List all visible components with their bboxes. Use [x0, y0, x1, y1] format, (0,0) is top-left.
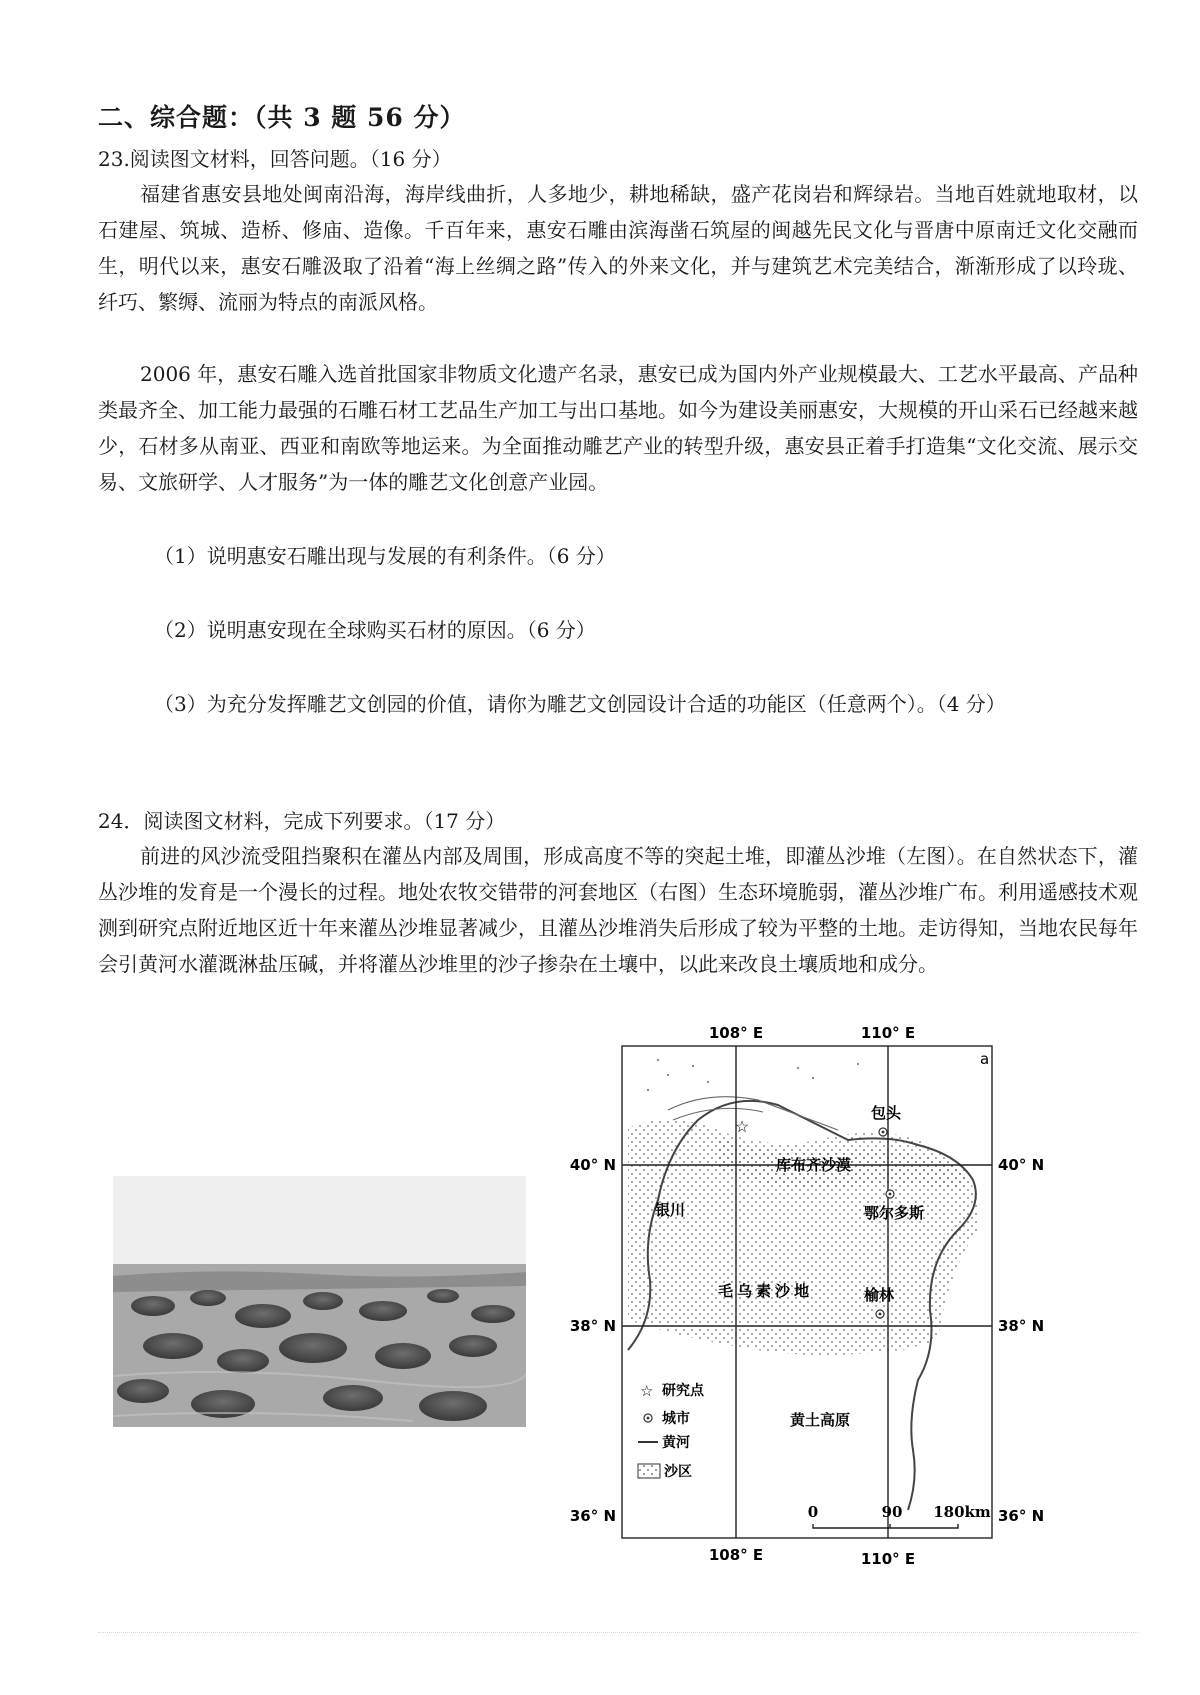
map-corner-label: a: [980, 1050, 990, 1068]
legend-sand-icon: [638, 1464, 660, 1478]
lat-label-36-right: 36° N: [998, 1507, 1045, 1525]
lat-label-38-right: 38° N: [998, 1317, 1045, 1335]
legend-sand: 沙区: [664, 1464, 692, 1480]
label-yinchuan: 银川: [655, 1201, 686, 1219]
q23-title: 23.阅读图文材料，回答问题。（16 分）: [98, 147, 452, 171]
q23-paragraph-2: 2006 年，惠安石雕入选首批国家非物质文化遗产名录，惠安已成为国内外产业规模最大、工艺水平最高、产品种类最齐全、加工能力最强的石雕石材工艺品生产加工与出口基地。如今为建设美丽惠安，大规模的开山采石已经越来越少，石材多从南亚、西亚和南欧等地运来。为全面推动雕艺产业的转型升级，惠安县正着手打造集“文化交流、展示交易、文旅研学、人才服务”为一体的雕艺文化创意产业园。: [98, 362, 1138, 494]
lon-label-110-top: 110° E: [860, 1024, 916, 1042]
scale-end: 180km: [933, 1503, 991, 1521]
q23-subquestion-3: （3）为充分发挥雕艺文创园的价值，请你为雕艺文创园设计合适的功能区（任意两个）。（4 分）: [154, 692, 1006, 716]
shrub-dune-photo-art: [113, 1176, 526, 1427]
legend-city: 城市: [662, 1411, 690, 1427]
label-loess-plateau: 黄土高原: [790, 1411, 851, 1429]
label-kubuqi: 库布齐沙漠: [776, 1156, 852, 1174]
lat-label-38-left: 38° N: [569, 1317, 616, 1335]
lon-label-108-bottom: 108° E: [708, 1546, 764, 1564]
shrub-dune-photo: [113, 1176, 526, 1427]
study-point-star-icon: ☆: [734, 1117, 750, 1136]
label-ordos: 鄂尔多斯: [864, 1204, 925, 1222]
label-baotou: 包头: [871, 1104, 902, 1122]
q23-subquestion-1: （1）说明惠安石雕出现与发展的有利条件。（6 分）: [154, 544, 616, 568]
label-mu-us: 毛乌素沙地: [718, 1282, 814, 1300]
hetao-region-map: [558, 1020, 1118, 1590]
lon-label-110-bottom: 110° E: [860, 1550, 916, 1568]
q23-paragraph-1: 福建省惠安县地处闽南沿海，海岸线曲折，人多地少，耕地稀缺，盛产花岗岩和辉绿岩。当地百姓就地取材，以石建屋、筑城、造桥、修庙、造像。千百年来，惠安石雕由滨海凿石筑屋的闽越先民文化与晋唐中原南迁文化交融而生，明代以来，惠安石雕汲取了沿着“海上丝绸之路”传入的外来文化，并与建筑艺术完美结合，渐渐形成了以玲珑、纤巧、繁缛、流丽为特点的南派风格。: [98, 182, 1138, 314]
lat-label-40-left: 40° N: [569, 1156, 616, 1174]
map-svg: [558, 1020, 1118, 1590]
q24-paragraph: 前进的风沙流受阻挡聚积在灌丛内部及周围，形成高度不等的突起土堆，即灌丛沙堆（左图）。在自然状态下，灌丛沙堆的发育是一个漫长的过程。地处农牧交错带的河套地区（右图）生态环境脆弱，灌丛沙堆广布。利用遥感技术观测到研究点附近地区近十年来灌丛沙堆显著减少，且灌丛沙堆消失后形成了较为平整的土地。走访得知，当地农民每年会引黄河水灌溉淋盐压碱，并将灌丛沙堆里的沙子掺杂在土壤中，以此来改良土壤质地和成分。: [98, 844, 1138, 976]
legend-river: 黄河: [662, 1435, 690, 1451]
scale-zero: 0: [807, 1503, 819, 1521]
q24-title: 24．阅读图文材料，完成下列要求。（17 分）: [98, 809, 506, 833]
section-heading: 二、综合题：（共 3 题 56 分）: [98, 103, 466, 132]
lat-label-36-left: 36° N: [569, 1507, 616, 1525]
legend-study-point: 研究点: [662, 1383, 704, 1399]
lon-label-108-top: 108° E: [708, 1024, 764, 1042]
bottom-divider: [98, 1632, 1138, 1633]
q23-subquestion-2: （2）说明惠安现在全球购买石材的原因。（6 分）: [154, 618, 596, 642]
lat-label-40-right: 40° N: [998, 1156, 1045, 1174]
scale-mid: 90: [881, 1503, 903, 1521]
legend-star-icon: ☆: [640, 1382, 654, 1400]
label-yulin: 榆林: [864, 1286, 895, 1304]
